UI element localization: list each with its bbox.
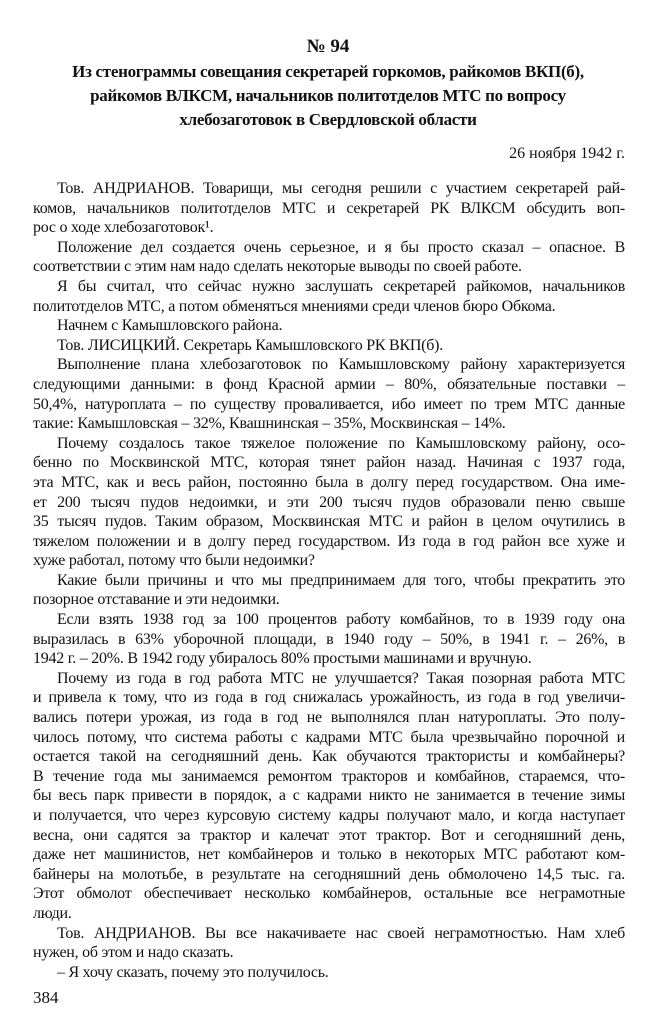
text-line: В течение года мы занимаемся ремонтом тракторов и комбайнов, стараемся, что- — [33, 767, 625, 785]
paragraph — [33, 669, 625, 924]
document-date: 26 ноября 1942 г. — [509, 145, 625, 162]
title-line: хлебозаготовок в Свердловской области — [179, 110, 477, 129]
document-number: № 94 — [306, 36, 350, 57]
text-line: люди. — [33, 904, 72, 922]
paragraph — [33, 355, 625, 433]
text-line: остается такой на сегодняшний день. Как обучаются трактористы и комбайнеры? — [33, 748, 625, 766]
text-line: Тов. АНДРИАНОВ. Товарищи, мы сегодня решили с участием секретарей рай- — [57, 180, 625, 197]
text-line: и привела к тому, что из года в год снижалась урожайность, из года в год увеличи- — [33, 689, 625, 707]
text-line: Если взять 1938 год за 100 процентов работу комбайнов, то в 1939 году она — [57, 611, 625, 629]
paragraph — [33, 963, 625, 983]
text-line: – Я хочу сказать, почему это получилось. — [57, 963, 329, 981]
text-line: Тов. ЛИСИЦКИЙ. Секретарь Камышловского РК ВКП(б). — [57, 336, 443, 354]
title-line: райкомов ВЛКСМ, начальников политотделов МТС по вопросу — [90, 86, 566, 105]
text-line: чилось потому, что система работы с кадрами МТС была чрезвычайно порочной и — [33, 728, 625, 746]
text-line: Тов. АНДРИАНОВ. Вы все накачиваете нас своей неграмотностью. Нам хлеб — [57, 924, 625, 942]
text-line: 35 тысяч пудов. Таким образом, Москвинская МТС и район в целом очутились в — [33, 513, 625, 531]
page-number: 384 — [33, 988, 59, 1007]
text-line: тяжелом положении и в долгу перед государством. Из года в год район все хуже и — [33, 532, 625, 550]
text-line: и получается, что через курсовую систему кадры получают мало, и когда наступает — [33, 807, 625, 824]
text-line: соответствии с этим нам надо сделать некоторые выводы по своей работе. — [33, 258, 522, 276]
paragraph — [33, 316, 625, 336]
text-line: Выполнение плана хлебозаготовок по Камышловскому району характеризуется — [57, 356, 625, 374]
text-line: 1942 г. – 20%. В 1942 году убиралось 80% простыми машинами и вручную. — [33, 650, 532, 668]
text-line: даже нет машинистов, нет комбайнеров и только в некоторых МТС работают ком- — [33, 846, 625, 864]
text-line: Я бы считал, что сейчас нужно заслушать секретарей райкомов, начальников — [57, 277, 625, 295]
paragraph — [33, 571, 625, 610]
paragraph — [33, 610, 625, 669]
text-line: следующими данными: в фонд Красной армии – 80%, обязательные поставки – — [33, 375, 625, 393]
text-line: бы весь парк привести в порядок, а с кадрами никто не занимается в течение зимы — [33, 787, 625, 805]
paragraph — [33, 238, 625, 277]
text-line: хуже работал, потому что были недоимки? — [33, 552, 315, 570]
text-line: политотделов МТС, а потом обменяться мнениями среди членов бюро Обкома. — [33, 297, 556, 315]
paragraph — [33, 277, 625, 316]
text-line: комов, начальников политотделов МТС и секретарей РК ВЛКСМ обсудить воп- — [33, 199, 625, 217]
paragraph — [33, 179, 625, 238]
text-line: Почему из года в год работа МТС не улучшается? Такая позорная работа МТС — [57, 669, 625, 687]
text-line: эта МТС, как и весь район, постоянно была в долгу перед государством. Она име- — [33, 473, 625, 491]
text-line: Положение дел создается очень серьезное, и я бы просто сказал – опасное. В — [57, 238, 625, 256]
text-line: рос о ходе хлебозаготовок¹. — [33, 219, 214, 237]
text-line: 50,4%, натуроплата – по существу проваливается, ибо имеет по трем МТС данные — [33, 395, 625, 413]
title-line: Из стенограммы совещания секретарей горкомов, райкомов ВКП(б), — [72, 62, 584, 81]
text-line: выразилась в 63% уборочной площади, в 1940 году – 50%, в 1941 г. – 26%, в — [33, 630, 625, 648]
text-line: весна, они садятся за трактор и калечат этот трактор. Вот и сегодняшний день, — [33, 826, 625, 844]
document-body — [33, 179, 625, 982]
text-line: нужен, об этом и надо сказать. — [33, 944, 234, 962]
text-line: Какие были причины и что мы предпринимаем для того, чтобы прекратить это — [57, 571, 625, 589]
text-line: байнеры на молотьбе, в результате на сегодняшний день обмолочено 14,5 тыс. га. — [33, 865, 625, 883]
text-line: ет 200 тысяч пудов недоимки, и эти 200 тысяч пудов образовали пеню свыше — [33, 493, 625, 511]
text-line: Этот обмолот обеспечивает несколько комбайнеров, остальные все неграмотные — [33, 885, 625, 903]
document-title — [40, 60, 616, 132]
paragraph — [33, 434, 625, 571]
text-line: вались потери урожая, из года в год не выполнялся план натуроплаты. Это полу- — [33, 709, 625, 727]
paragraph — [33, 336, 625, 356]
text-line: Почему создалось такое тяжелое положение по Камышловскому району, осо- — [57, 434, 625, 452]
text-line: Начнем с Камышловского района. — [57, 317, 283, 335]
text-line: такие: Камышловская – 32%, Квашнинская – 35%, Москвинская – 14%. — [33, 415, 506, 433]
paragraph — [33, 924, 625, 963]
text-line: бенно по Москвинской МТС, которая тянет район назад. Начиная с 1937 года, — [33, 454, 625, 472]
text-line: позорное отставание и эти недоимки. — [33, 591, 280, 609]
